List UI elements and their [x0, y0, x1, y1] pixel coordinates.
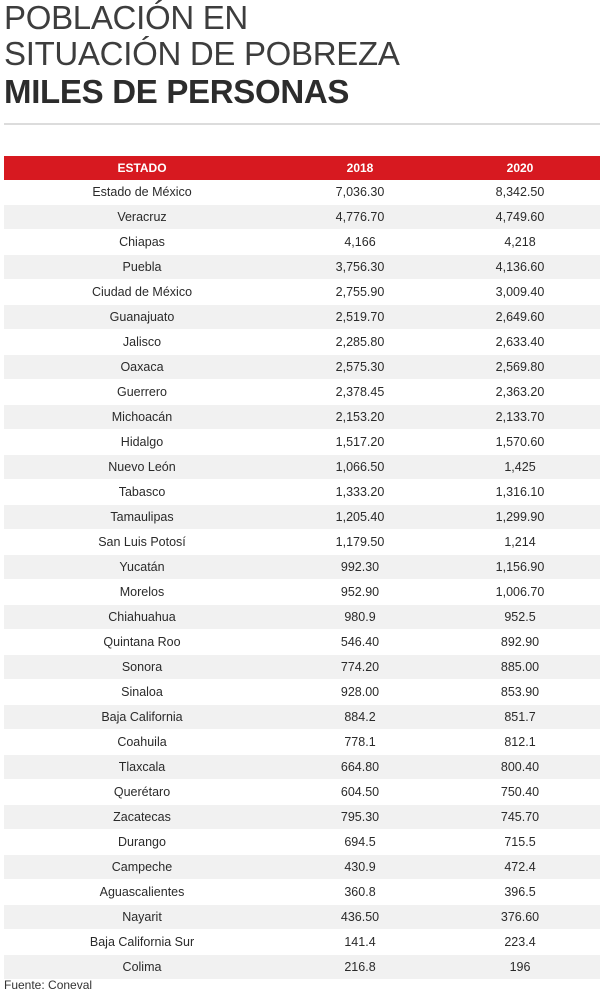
cell-estado: Durango: [4, 830, 280, 855]
cell-2018: 216.8: [280, 955, 440, 980]
cell-estado: Guerrero: [4, 380, 280, 405]
cell-2020: 750.40: [440, 780, 600, 805]
table-row: [4, 430, 600, 455]
poverty-table: [4, 156, 600, 980]
cell-estado: Jalisco: [4, 330, 280, 355]
cell-2018: 2,519.70: [280, 305, 440, 330]
cell-2018: 4,166: [280, 230, 440, 255]
cell-2020: 2,133.70: [440, 405, 600, 430]
cell-estado: San Luis Potosí: [4, 530, 280, 555]
source-note: Fuente: Coneval: [4, 978, 93, 992]
cell-2018: 141.4: [280, 930, 440, 955]
cell-estado: Coahuila: [4, 730, 280, 755]
table-row: [4, 205, 600, 230]
cell-2018: 436.50: [280, 905, 440, 930]
cell-estado: Chiapas: [4, 230, 280, 255]
cell-2018: 694.5: [280, 830, 440, 855]
table-row: [4, 580, 600, 605]
table-row: [4, 230, 600, 255]
table-row: [4, 880, 600, 905]
cell-estado: Zacatecas: [4, 805, 280, 830]
cell-2018: 884.2: [280, 705, 440, 730]
cell-2018: 928.00: [280, 680, 440, 705]
cell-2020: 715.5: [440, 830, 600, 855]
cell-estado: Tabasco: [4, 480, 280, 505]
table-row: [4, 180, 600, 205]
cell-estado: Michoacán: [4, 405, 280, 430]
cell-2020: 1,156.90: [440, 555, 600, 580]
cell-estado: Oaxaca: [4, 355, 280, 380]
cell-estado: Nayarit: [4, 905, 280, 930]
table-row: [4, 530, 600, 555]
cell-estado: Sonora: [4, 655, 280, 680]
cell-2020: 3,009.40: [440, 280, 600, 305]
cell-estado: Campeche: [4, 855, 280, 880]
cell-2018: 2,153.20: [280, 405, 440, 430]
cell-2020: 1,425: [440, 455, 600, 480]
title-line-2: SITUACIÓN DE POBREZA: [4, 35, 400, 72]
cell-estado: Tlaxcala: [4, 755, 280, 780]
table-row: [4, 405, 600, 430]
cell-2018: 2,575.30: [280, 355, 440, 380]
cell-2020: 892.90: [440, 630, 600, 655]
table-row: [4, 305, 600, 330]
cell-estado: Hidalgo: [4, 430, 280, 455]
table-row: [4, 905, 600, 930]
cell-estado: Puebla: [4, 255, 280, 280]
cell-2020: 1,214: [440, 530, 600, 555]
cell-2018: 1,066.50: [280, 455, 440, 480]
table-body: [4, 180, 600, 980]
cell-2020: 885.00: [440, 655, 600, 680]
cell-2018: 604.50: [280, 780, 440, 805]
cell-2020: 952.5: [440, 605, 600, 630]
title-subtitle: MILES DE PERSONAS: [4, 73, 350, 110]
cell-2018: 4,776.70: [280, 205, 440, 230]
cell-2020: 376.60: [440, 905, 600, 930]
cell-2018: 7,036.30: [280, 180, 440, 205]
table-row: [4, 555, 600, 580]
cell-estado: Baja California: [4, 705, 280, 730]
cell-estado: Tamaulipas: [4, 505, 280, 530]
cell-2020: 4,218: [440, 230, 600, 255]
cell-estado: Nuevo León: [4, 455, 280, 480]
cell-2020: 472.4: [440, 855, 600, 880]
table-row: [4, 805, 600, 830]
header-estado: ESTADO: [4, 156, 280, 180]
table-row: [4, 480, 600, 505]
cell-2018: 778.1: [280, 730, 440, 755]
cell-2018: 3,756.30: [280, 255, 440, 280]
cell-2020: 4,136.60: [440, 255, 600, 280]
cell-estado: Veracruz: [4, 205, 280, 230]
cell-2020: 1,316.10: [440, 480, 600, 505]
cell-2020: 1,006.70: [440, 580, 600, 605]
cell-2018: 774.20: [280, 655, 440, 680]
cell-2018: 980.9: [280, 605, 440, 630]
cell-estado: Chiahuahua: [4, 605, 280, 630]
title-block: [4, 0, 400, 110]
table-row: [4, 380, 600, 405]
table-row: [4, 255, 600, 280]
cell-2020: 8,342.50: [440, 180, 600, 205]
cell-2020: 2,649.60: [440, 305, 600, 330]
cell-2020: 4,749.60: [440, 205, 600, 230]
cell-2018: 430.9: [280, 855, 440, 880]
table-row: [4, 630, 600, 655]
cell-2020: 800.40: [440, 755, 600, 780]
cell-2018: 1,179.50: [280, 530, 440, 555]
table-row: [4, 780, 600, 805]
header-2020: 2020: [440, 156, 600, 180]
cell-2018: 360.8: [280, 880, 440, 905]
cell-2018: 1,333.20: [280, 480, 440, 505]
cell-2018: 1,517.20: [280, 430, 440, 455]
cell-2018: 2,755.90: [280, 280, 440, 305]
table-row: [4, 280, 600, 305]
cell-2020: 1,299.90: [440, 505, 600, 530]
cell-2018: 952.90: [280, 580, 440, 605]
table-row: [4, 830, 600, 855]
cell-2020: 812.1: [440, 730, 600, 755]
cell-2018: 1,205.40: [280, 505, 440, 530]
cell-2020: 2,633.40: [440, 330, 600, 355]
table-row: [4, 755, 600, 780]
cell-estado: Ciudad de México: [4, 280, 280, 305]
cell-2020: 223.4: [440, 930, 600, 955]
table-header: [4, 156, 600, 180]
cell-2018: 546.40: [280, 630, 440, 655]
cell-estado: Querétaro: [4, 780, 280, 805]
cell-2018: 2,285.80: [280, 330, 440, 355]
cell-estado: Sinaloa: [4, 680, 280, 705]
cell-2018: 664.80: [280, 755, 440, 780]
table-row: [4, 680, 600, 705]
cell-estado: Guanajuato: [4, 305, 280, 330]
table-row: [4, 330, 600, 355]
table-row: [4, 655, 600, 680]
cell-2020: 1,570.60: [440, 430, 600, 455]
table-row: [4, 505, 600, 530]
cell-2020: 2,569.80: [440, 355, 600, 380]
table-row: [4, 930, 600, 955]
cell-2018: 2,378.45: [280, 380, 440, 405]
table-row: [4, 355, 600, 380]
cell-2020: 851.7: [440, 705, 600, 730]
cell-2020: 853.90: [440, 680, 600, 705]
cell-2020: 745.70: [440, 805, 600, 830]
cell-2020: 396.5: [440, 880, 600, 905]
table-row: [4, 705, 600, 730]
table-row: [4, 455, 600, 480]
table-row: [4, 855, 600, 880]
cell-estado: Yucatán: [4, 555, 280, 580]
header-2018: 2018: [280, 156, 440, 180]
table-row: [4, 955, 600, 980]
title-divider: [4, 123, 600, 125]
cell-2018: 795.30: [280, 805, 440, 830]
cell-estado: Estado de México: [4, 180, 280, 205]
cell-estado: Quintana Roo: [4, 630, 280, 655]
cell-estado: Aguascalientes: [4, 880, 280, 905]
cell-estado: Colima: [4, 955, 280, 980]
cell-estado: Morelos: [4, 580, 280, 605]
title-line-1: POBLACIÓN EN: [4, 0, 248, 36]
table-row: [4, 730, 600, 755]
table-row: [4, 605, 600, 630]
cell-2020: 196: [440, 955, 600, 980]
cell-estado: Baja California Sur: [4, 930, 280, 955]
cell-2020: 2,363.20: [440, 380, 600, 405]
cell-2018: 992.30: [280, 555, 440, 580]
